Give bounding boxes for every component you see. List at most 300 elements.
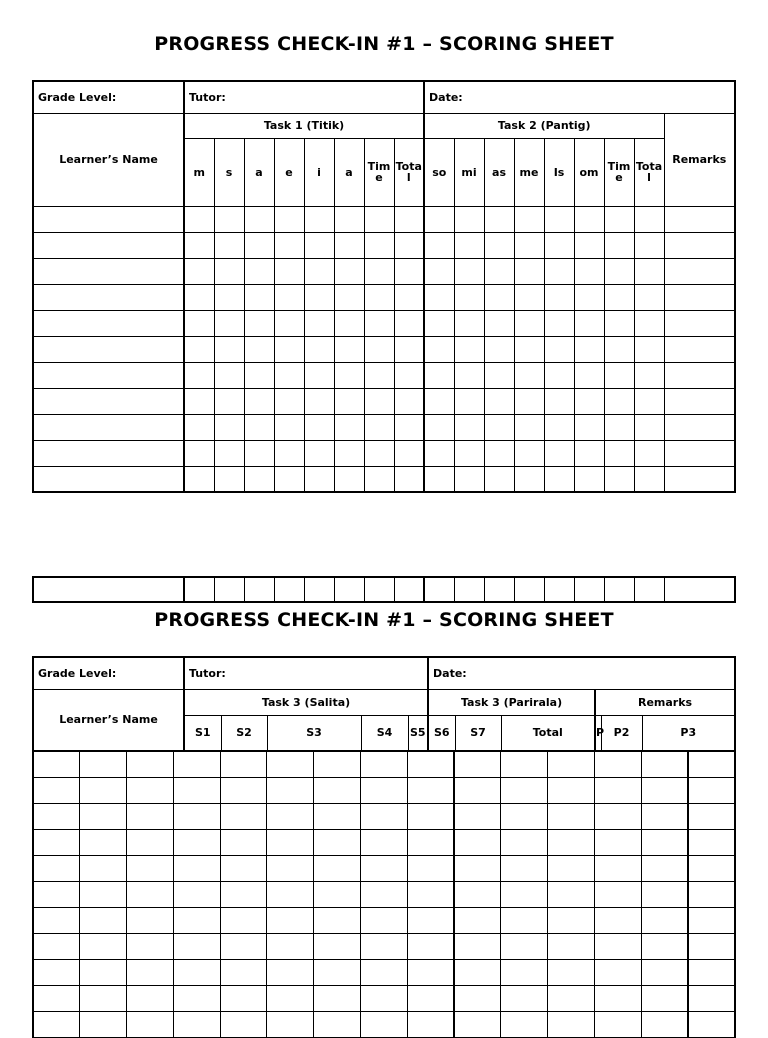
score-cell[interactable] xyxy=(394,362,424,388)
score-cell[interactable] xyxy=(595,804,642,830)
score-cell[interactable] xyxy=(548,804,595,830)
remarks-cell[interactable] xyxy=(664,388,735,414)
score-cell[interactable] xyxy=(544,466,574,492)
learner-name-cell[interactable] xyxy=(33,206,184,232)
score-cell[interactable] xyxy=(548,778,595,804)
score-cell[interactable] xyxy=(334,414,364,440)
score-cell[interactable] xyxy=(304,232,334,258)
score-cell[interactable] xyxy=(394,206,424,232)
score-cell[interactable] xyxy=(394,258,424,284)
score-cell[interactable] xyxy=(634,258,664,284)
score-cell[interactable] xyxy=(514,284,544,310)
score-cell[interactable] xyxy=(544,440,574,466)
score-cell[interactable] xyxy=(407,856,454,882)
score-cell[interactable] xyxy=(334,388,364,414)
score-cell[interactable] xyxy=(501,856,548,882)
score-cell[interactable] xyxy=(634,284,664,310)
score-cell[interactable] xyxy=(214,258,244,284)
score-cell[interactable] xyxy=(361,778,408,804)
score-cell[interactable] xyxy=(184,577,214,602)
score-cell[interactable] xyxy=(574,284,604,310)
score-cell[interactable] xyxy=(544,362,574,388)
score-cell[interactable] xyxy=(484,258,514,284)
score-cell[interactable] xyxy=(184,362,214,388)
score-cell[interactable] xyxy=(394,388,424,414)
score-cell[interactable] xyxy=(214,310,244,336)
score-cell[interactable] xyxy=(304,362,334,388)
score-cell[interactable] xyxy=(514,388,544,414)
score-cell[interactable] xyxy=(361,830,408,856)
score-cell[interactable] xyxy=(454,882,501,908)
score-cell[interactable] xyxy=(274,284,304,310)
score-cell[interactable] xyxy=(641,960,688,986)
sheet2-date-field[interactable] xyxy=(428,657,735,689)
score-cell[interactable] xyxy=(514,466,544,492)
score-cell[interactable] xyxy=(364,232,394,258)
score-cell[interactable] xyxy=(641,752,688,778)
score-cell[interactable] xyxy=(544,310,574,336)
score-cell[interactable] xyxy=(688,908,735,934)
score-cell[interactable] xyxy=(407,830,454,856)
score-cell[interactable] xyxy=(33,882,80,908)
score-cell[interactable] xyxy=(364,577,394,602)
score-cell[interactable] xyxy=(304,440,334,466)
score-cell[interactable] xyxy=(454,414,484,440)
score-cell[interactable] xyxy=(514,336,544,362)
score-cell[interactable] xyxy=(424,206,454,232)
remarks-cell[interactable] xyxy=(664,232,735,258)
score-cell[interactable] xyxy=(574,258,604,284)
score-cell[interactable] xyxy=(184,336,214,362)
score-cell[interactable] xyxy=(80,752,127,778)
score-cell[interactable] xyxy=(314,752,361,778)
score-cell[interactable] xyxy=(484,362,514,388)
score-cell[interactable] xyxy=(184,206,214,232)
score-cell[interactable] xyxy=(127,882,174,908)
score-cell[interactable] xyxy=(544,232,574,258)
score-cell[interactable] xyxy=(267,882,314,908)
score-cell[interactable] xyxy=(220,1012,267,1038)
score-cell[interactable] xyxy=(244,258,274,284)
score-cell[interactable] xyxy=(574,414,604,440)
score-cell[interactable] xyxy=(548,934,595,960)
score-cell[interactable] xyxy=(220,986,267,1012)
score-cell[interactable] xyxy=(127,752,174,778)
score-cell[interactable] xyxy=(304,284,334,310)
sheet2-tutor-field[interactable] xyxy=(184,657,428,689)
score-cell[interactable] xyxy=(641,986,688,1012)
score-cell[interactable] xyxy=(407,804,454,830)
score-cell[interactable] xyxy=(314,856,361,882)
score-cell[interactable] xyxy=(214,336,244,362)
score-cell[interactable] xyxy=(484,284,514,310)
score-cell[interactable] xyxy=(574,466,604,492)
score-cell[interactable] xyxy=(514,414,544,440)
score-cell[interactable] xyxy=(127,804,174,830)
score-cell[interactable] xyxy=(424,258,454,284)
score-cell[interactable] xyxy=(214,206,244,232)
score-cell[interactable] xyxy=(267,752,314,778)
score-cell[interactable] xyxy=(334,362,364,388)
score-cell[interactable] xyxy=(80,1012,127,1038)
score-cell[interactable] xyxy=(244,577,274,602)
score-cell[interactable] xyxy=(634,232,664,258)
score-cell[interactable] xyxy=(394,577,424,602)
score-cell[interactable] xyxy=(274,388,304,414)
score-cell[interactable] xyxy=(274,414,304,440)
score-cell[interactable] xyxy=(454,466,484,492)
score-cell[interactable] xyxy=(501,882,548,908)
score-cell[interactable] xyxy=(304,577,334,602)
score-cell[interactable] xyxy=(267,960,314,986)
score-cell[interactable] xyxy=(361,882,408,908)
score-cell[interactable] xyxy=(604,284,634,310)
score-cell[interactable] xyxy=(688,830,735,856)
score-cell[interactable] xyxy=(544,388,574,414)
score-cell[interactable] xyxy=(454,440,484,466)
score-cell[interactable] xyxy=(173,1012,220,1038)
score-cell[interactable] xyxy=(604,388,634,414)
score-cell[interactable] xyxy=(80,804,127,830)
score-cell[interactable] xyxy=(267,856,314,882)
score-cell[interactable] xyxy=(454,856,501,882)
score-cell[interactable] xyxy=(244,206,274,232)
score-cell[interactable] xyxy=(688,986,735,1012)
score-cell[interactable] xyxy=(33,908,80,934)
score-cell[interactable] xyxy=(244,232,274,258)
score-cell[interactable] xyxy=(394,466,424,492)
score-cell[interactable] xyxy=(514,232,544,258)
score-cell[interactable] xyxy=(394,284,424,310)
score-cell[interactable] xyxy=(334,310,364,336)
score-cell[interactable] xyxy=(364,258,394,284)
score-cell[interactable] xyxy=(220,804,267,830)
score-cell[interactable] xyxy=(595,882,642,908)
score-cell[interactable] xyxy=(127,1012,174,1038)
score-cell[interactable] xyxy=(548,960,595,986)
score-cell[interactable] xyxy=(274,206,304,232)
remarks-cell[interactable] xyxy=(664,310,735,336)
score-cell[interactable] xyxy=(314,934,361,960)
date-field[interactable] xyxy=(424,81,735,113)
score-cell[interactable] xyxy=(634,388,664,414)
score-cell[interactable] xyxy=(595,908,642,934)
score-cell[interactable] xyxy=(220,960,267,986)
score-cell[interactable] xyxy=(314,778,361,804)
score-cell[interactable] xyxy=(33,960,80,986)
score-cell[interactable] xyxy=(544,414,574,440)
score-cell[interactable] xyxy=(361,804,408,830)
score-cell[interactable] xyxy=(314,804,361,830)
score-cell[interactable] xyxy=(484,336,514,362)
score-cell[interactable] xyxy=(364,284,394,310)
score-cell[interactable] xyxy=(173,778,220,804)
remarks-cell[interactable] xyxy=(664,440,735,466)
score-cell[interactable] xyxy=(304,310,334,336)
score-cell[interactable] xyxy=(274,362,304,388)
score-cell[interactable] xyxy=(634,466,664,492)
score-cell[interactable] xyxy=(688,934,735,960)
score-cell[interactable] xyxy=(501,1012,548,1038)
score-cell[interactable] xyxy=(424,440,454,466)
score-cell[interactable] xyxy=(394,336,424,362)
score-cell[interactable] xyxy=(214,440,244,466)
score-cell[interactable] xyxy=(501,960,548,986)
remarks-cell[interactable] xyxy=(664,206,735,232)
score-cell[interactable] xyxy=(454,1012,501,1038)
score-cell[interactable] xyxy=(634,577,664,602)
score-cell[interactable] xyxy=(595,934,642,960)
score-cell[interactable] xyxy=(454,310,484,336)
score-cell[interactable] xyxy=(334,232,364,258)
score-cell[interactable] xyxy=(33,1012,80,1038)
score-cell[interactable] xyxy=(214,284,244,310)
score-cell[interactable] xyxy=(574,336,604,362)
score-cell[interactable] xyxy=(80,934,127,960)
score-cell[interactable] xyxy=(173,804,220,830)
score-cell[interactable] xyxy=(267,1012,314,1038)
score-cell[interactable] xyxy=(501,830,548,856)
score-cell[interactable] xyxy=(173,856,220,882)
score-cell[interactable] xyxy=(424,362,454,388)
score-cell[interactable] xyxy=(334,577,364,602)
score-cell[interactable] xyxy=(80,778,127,804)
score-cell[interactable] xyxy=(394,232,424,258)
score-cell[interactable] xyxy=(544,258,574,284)
score-cell[interactable] xyxy=(484,310,514,336)
score-cell[interactable] xyxy=(424,414,454,440)
score-cell[interactable] xyxy=(361,908,408,934)
score-cell[interactable] xyxy=(334,466,364,492)
score-cell[interactable] xyxy=(604,310,634,336)
score-cell[interactable] xyxy=(304,336,334,362)
score-cell[interactable] xyxy=(394,414,424,440)
learner-name-cell[interactable] xyxy=(33,258,184,284)
score-cell[interactable] xyxy=(214,577,244,602)
score-cell[interactable] xyxy=(364,362,394,388)
score-cell[interactable] xyxy=(220,778,267,804)
score-cell[interactable] xyxy=(361,752,408,778)
score-cell[interactable] xyxy=(548,882,595,908)
grade-level-field[interactable] xyxy=(33,81,184,113)
score-cell[interactable] xyxy=(361,934,408,960)
score-cell[interactable] xyxy=(33,804,80,830)
score-cell[interactable] xyxy=(314,908,361,934)
remarks-cell[interactable] xyxy=(664,284,735,310)
score-cell[interactable] xyxy=(604,258,634,284)
score-cell[interactable] xyxy=(454,986,501,1012)
score-cell[interactable] xyxy=(304,206,334,232)
score-cell[interactable] xyxy=(454,577,484,602)
score-cell[interactable] xyxy=(514,577,544,602)
score-cell[interactable] xyxy=(214,388,244,414)
score-cell[interactable] xyxy=(454,284,484,310)
score-cell[interactable] xyxy=(274,577,304,602)
score-cell[interactable] xyxy=(274,258,304,284)
score-cell[interactable] xyxy=(484,232,514,258)
score-cell[interactable] xyxy=(314,1012,361,1038)
score-cell[interactable] xyxy=(33,934,80,960)
score-cell[interactable] xyxy=(641,856,688,882)
score-cell[interactable] xyxy=(361,1012,408,1038)
learner-name-cell[interactable] xyxy=(33,336,184,362)
score-cell[interactable] xyxy=(274,466,304,492)
score-cell[interactable] xyxy=(595,778,642,804)
score-cell[interactable] xyxy=(184,310,214,336)
score-cell[interactable] xyxy=(214,414,244,440)
learner-name-cell[interactable] xyxy=(33,310,184,336)
score-cell[interactable] xyxy=(454,934,501,960)
score-cell[interactable] xyxy=(127,960,174,986)
score-cell[interactable] xyxy=(544,577,574,602)
score-cell[interactable] xyxy=(244,284,274,310)
score-cell[interactable] xyxy=(544,336,574,362)
score-cell[interactable] xyxy=(394,310,424,336)
score-cell[interactable] xyxy=(688,882,735,908)
score-cell[interactable] xyxy=(641,908,688,934)
score-cell[interactable] xyxy=(80,960,127,986)
score-cell[interactable] xyxy=(334,284,364,310)
score-cell[interactable] xyxy=(80,986,127,1012)
score-cell[interactable] xyxy=(514,310,544,336)
score-cell[interactable] xyxy=(184,414,214,440)
score-cell[interactable] xyxy=(173,830,220,856)
score-cell[interactable] xyxy=(173,986,220,1012)
score-cell[interactable] xyxy=(688,752,735,778)
score-cell[interactable] xyxy=(80,908,127,934)
score-cell[interactable] xyxy=(484,577,514,602)
score-cell[interactable] xyxy=(214,466,244,492)
score-cell[interactable] xyxy=(454,960,501,986)
score-cell[interactable] xyxy=(424,232,454,258)
score-cell[interactable] xyxy=(548,1012,595,1038)
score-cell[interactable] xyxy=(214,232,244,258)
score-cell[interactable] xyxy=(574,232,604,258)
score-cell[interactable] xyxy=(220,934,267,960)
score-cell[interactable] xyxy=(634,414,664,440)
score-cell[interactable] xyxy=(80,856,127,882)
score-cell[interactable] xyxy=(514,258,544,284)
score-cell[interactable] xyxy=(514,362,544,388)
score-cell[interactable] xyxy=(314,960,361,986)
score-cell[interactable] xyxy=(304,414,334,440)
score-cell[interactable] xyxy=(454,388,484,414)
score-cell[interactable] xyxy=(364,440,394,466)
score-cell[interactable] xyxy=(595,752,642,778)
score-cell[interactable] xyxy=(604,232,634,258)
score-cell[interactable] xyxy=(274,440,304,466)
score-cell[interactable] xyxy=(364,414,394,440)
score-cell[interactable] xyxy=(244,440,274,466)
score-cell[interactable] xyxy=(424,310,454,336)
score-cell[interactable] xyxy=(267,908,314,934)
score-cell[interactable] xyxy=(184,232,214,258)
score-cell[interactable] xyxy=(595,856,642,882)
score-cell[interactable] xyxy=(454,752,501,778)
score-cell[interactable] xyxy=(548,908,595,934)
score-cell[interactable] xyxy=(454,336,484,362)
score-cell[interactable] xyxy=(641,934,688,960)
score-cell[interactable] xyxy=(304,466,334,492)
score-cell[interactable] xyxy=(267,778,314,804)
score-cell[interactable] xyxy=(548,752,595,778)
score-cell[interactable] xyxy=(407,778,454,804)
score-cell[interactable] xyxy=(604,414,634,440)
score-cell[interactable] xyxy=(33,752,80,778)
score-cell[interactable] xyxy=(641,778,688,804)
score-cell[interactable] xyxy=(127,986,174,1012)
score-cell[interactable] xyxy=(501,934,548,960)
score-cell[interactable] xyxy=(244,310,274,336)
score-cell[interactable] xyxy=(184,258,214,284)
score-cell[interactable] xyxy=(127,934,174,960)
score-cell[interactable] xyxy=(454,206,484,232)
score-cell[interactable] xyxy=(80,830,127,856)
score-cell[interactable] xyxy=(604,362,634,388)
score-cell[interactable] xyxy=(173,908,220,934)
score-cell[interactable] xyxy=(688,856,735,882)
score-cell[interactable] xyxy=(548,856,595,882)
score-cell[interactable] xyxy=(184,388,214,414)
score-cell[interactable] xyxy=(501,804,548,830)
score-cell[interactable] xyxy=(304,388,334,414)
score-cell[interactable] xyxy=(80,882,127,908)
score-cell[interactable] xyxy=(361,856,408,882)
score-cell[interactable] xyxy=(604,466,634,492)
score-cell[interactable] xyxy=(501,908,548,934)
score-cell[interactable] xyxy=(274,310,304,336)
learner-name-cell[interactable] xyxy=(33,440,184,466)
score-cell[interactable] xyxy=(244,414,274,440)
score-cell[interactable] xyxy=(484,440,514,466)
score-cell[interactable] xyxy=(127,908,174,934)
score-cell[interactable] xyxy=(454,908,501,934)
score-cell[interactable] xyxy=(688,804,735,830)
score-cell[interactable] xyxy=(424,388,454,414)
score-cell[interactable] xyxy=(484,414,514,440)
score-cell[interactable] xyxy=(574,577,604,602)
score-cell[interactable] xyxy=(244,388,274,414)
score-cell[interactable] xyxy=(595,1012,642,1038)
score-cell[interactable] xyxy=(244,466,274,492)
score-cell[interactable] xyxy=(364,388,394,414)
score-cell[interactable] xyxy=(220,856,267,882)
score-cell[interactable] xyxy=(641,804,688,830)
score-cell[interactable] xyxy=(364,310,394,336)
score-cell[interactable] xyxy=(407,1012,454,1038)
score-cell[interactable] xyxy=(544,206,574,232)
score-cell[interactable] xyxy=(127,856,174,882)
score-cell[interactable] xyxy=(484,388,514,414)
score-cell[interactable] xyxy=(604,336,634,362)
learner-name-cell[interactable] xyxy=(33,414,184,440)
score-cell[interactable] xyxy=(634,310,664,336)
learner-name-cell[interactable] xyxy=(33,388,184,414)
score-cell[interactable] xyxy=(173,934,220,960)
score-cell[interactable] xyxy=(641,1012,688,1038)
score-cell[interactable] xyxy=(127,830,174,856)
score-cell[interactable] xyxy=(454,232,484,258)
score-cell[interactable] xyxy=(244,336,274,362)
score-cell[interactable] xyxy=(33,856,80,882)
score-cell[interactable] xyxy=(424,336,454,362)
score-cell[interactable] xyxy=(334,258,364,284)
score-cell[interactable] xyxy=(641,830,688,856)
score-cell[interactable] xyxy=(220,752,267,778)
score-cell[interactable] xyxy=(641,882,688,908)
score-cell[interactable] xyxy=(304,258,334,284)
remarks-cell[interactable] xyxy=(664,577,735,602)
